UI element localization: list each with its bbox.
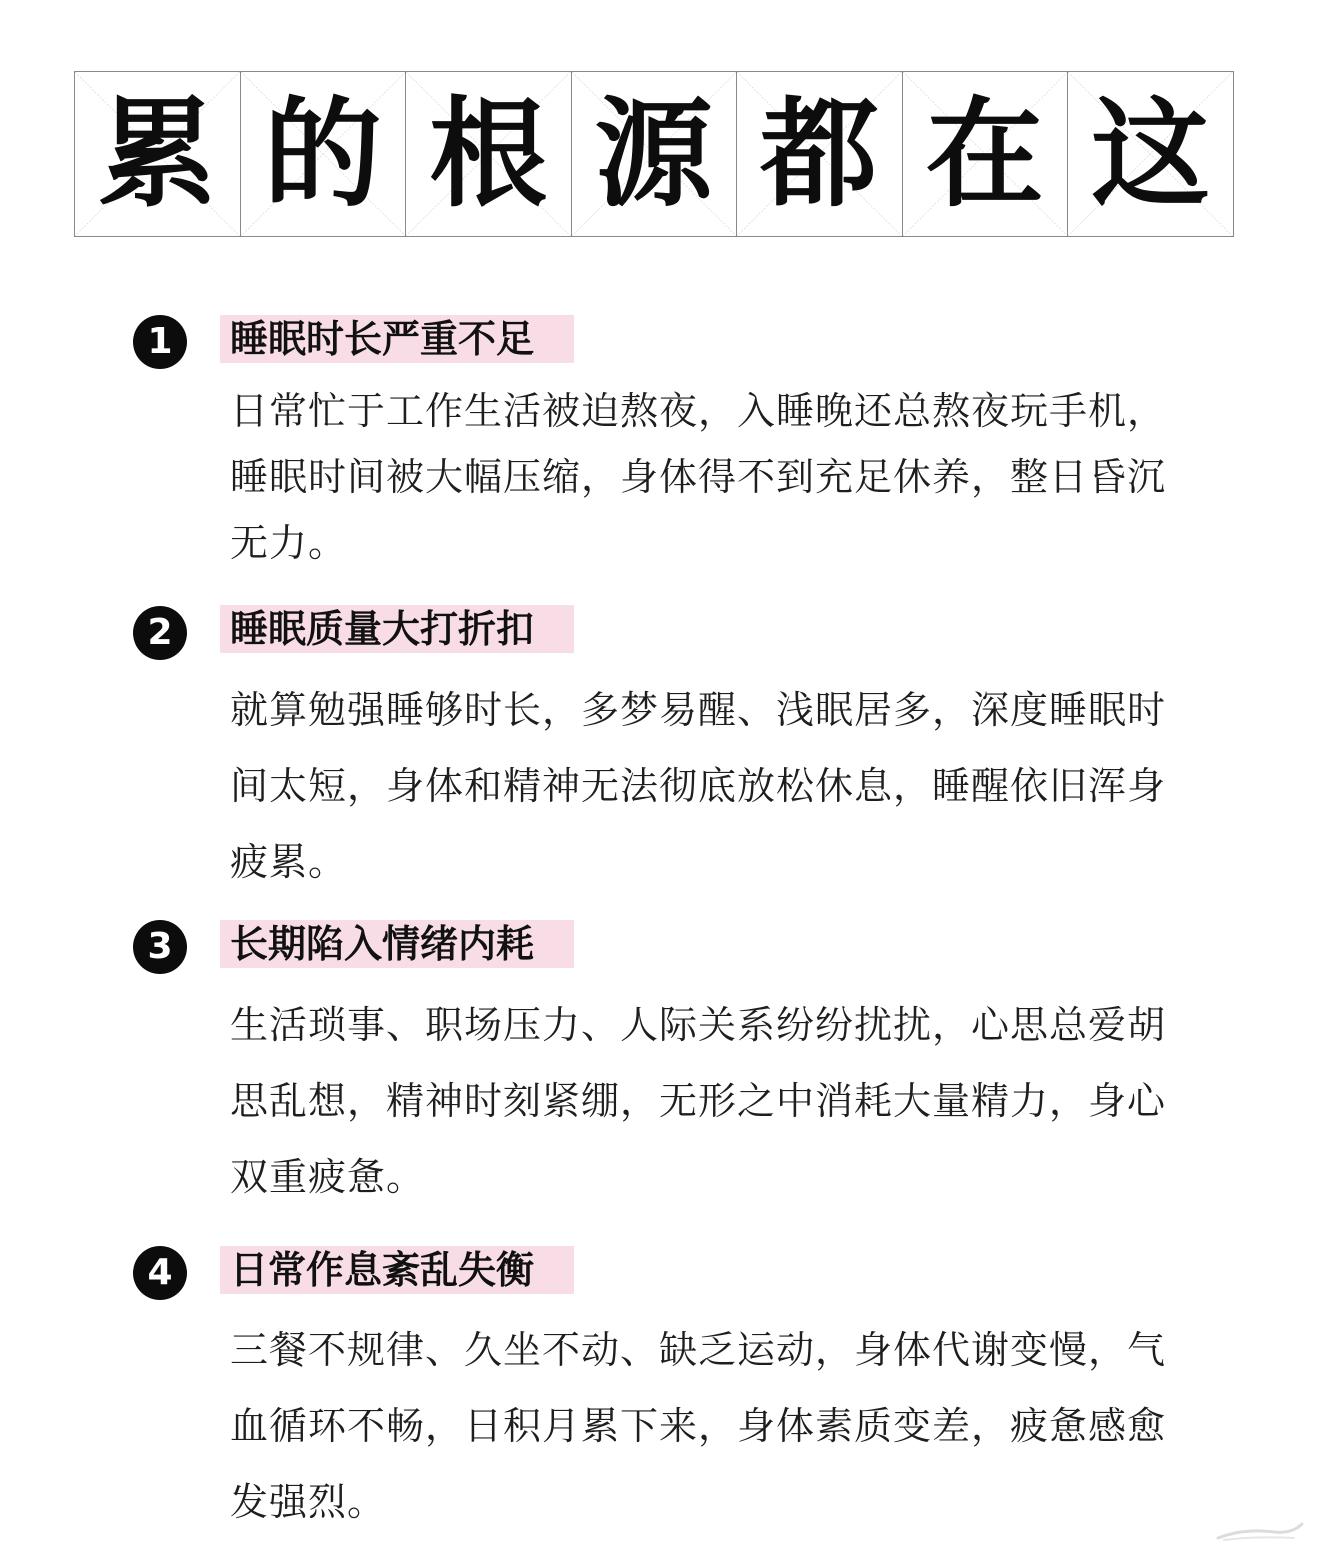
body-line: 双重疲惫。 xyxy=(230,1155,426,1199)
title-cell xyxy=(405,71,572,237)
title-cell xyxy=(74,71,241,237)
body-line: 日常忙于工作生活被迫熬夜，入睡晚还总熬夜玩手机， xyxy=(230,389,1167,433)
section-number-badge: 2 xyxy=(133,606,187,660)
body-line: 就算勉强睡够时长，多梦易醒、浅眠居多，深度睡眠时 xyxy=(230,688,1167,732)
body-line: 间太短，身体和精神无法彻底放松休息，睡醒依旧浑身 xyxy=(230,764,1167,808)
title-cell xyxy=(240,71,407,237)
body-line: 发强烈。 xyxy=(230,1480,387,1524)
title-char: 在 xyxy=(925,85,1044,223)
title-cell xyxy=(571,71,738,237)
body-line: 疲累。 xyxy=(230,840,348,884)
title-grid xyxy=(74,71,1240,237)
section-heading: 长期陷入情绪内耗 xyxy=(230,922,535,966)
section-heading: 日常作息紊乱失衡 xyxy=(230,1248,535,1292)
title-char: 这 xyxy=(1091,85,1210,223)
section-body xyxy=(230,672,1190,900)
body-line: 睡眠时间被大幅压缩，身体得不到充足休养，整日昏沉 xyxy=(230,455,1167,499)
section-heading: 睡眠时长严重不足 xyxy=(230,317,535,361)
body-line: 思乱想，精神时刻紧绷，无形之中消耗大量精力，身心 xyxy=(230,1079,1167,1123)
title-cell xyxy=(736,71,903,237)
body-line: 生活琐事、职场压力、人际关系纷纷扰扰，心思总爱胡 xyxy=(230,1003,1167,1047)
title-char: 累 xyxy=(98,85,217,223)
section-number-badge: 4 xyxy=(133,1246,187,1300)
watermark-icon xyxy=(1214,1518,1306,1544)
section-body xyxy=(230,987,1190,1215)
section-body xyxy=(230,1312,1190,1540)
section-body xyxy=(230,378,1190,576)
section-number-badge: 3 xyxy=(133,920,187,974)
title-char: 都 xyxy=(760,85,879,223)
title-char: 根 xyxy=(429,85,548,223)
body-line: 无力。 xyxy=(230,521,348,565)
section-number-badge: 1 xyxy=(133,315,187,369)
section-heading: 睡眠质量大打折扣 xyxy=(230,607,535,651)
title-cell xyxy=(902,71,1069,237)
body-line: 血循环不畅，日积月累下来，身体素质变差，疲惫感愈 xyxy=(230,1404,1167,1448)
title-char: 源 xyxy=(594,85,713,223)
title-cell xyxy=(1067,71,1234,237)
title-char: 的 xyxy=(263,85,382,223)
body-line: 三餐不规律、久坐不动、缺乏运动，身体代谢变慢，气 xyxy=(230,1328,1167,1372)
